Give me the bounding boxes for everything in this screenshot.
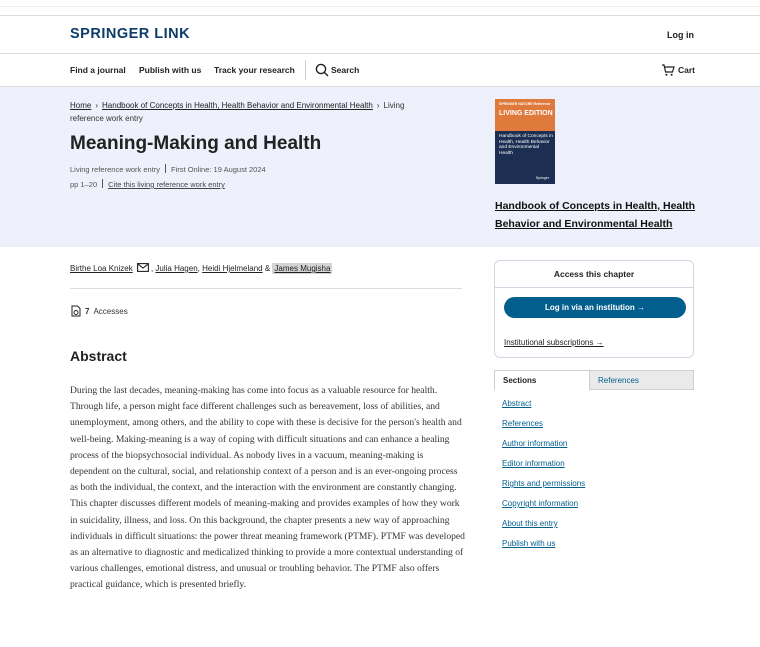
author-link[interactable]: Julia Hagen bbox=[155, 264, 198, 273]
author-link[interactable]: Birthe Loa Knizek bbox=[70, 264, 133, 273]
section-link-abstract[interactable]: Abstract bbox=[502, 399, 532, 408]
nav-search[interactable]: Search bbox=[331, 65, 360, 75]
first-online-date: First Online: 19 August 2024 bbox=[171, 165, 266, 174]
accesses-count: 7 bbox=[85, 307, 90, 316]
author-list bbox=[70, 263, 332, 273]
section-link-publish[interactable]: Publish with us bbox=[502, 539, 556, 548]
springer-link-logo[interactable]: SPRINGER LINK bbox=[70, 26, 191, 42]
tab-references[interactable]: References bbox=[589, 370, 694, 390]
section-link-editor-info[interactable]: Editor information bbox=[502, 459, 565, 468]
accesses-label: Accesses bbox=[93, 307, 128, 316]
accesses-metric bbox=[70, 305, 128, 317]
meta-divider bbox=[102, 179, 103, 188]
article-meta bbox=[70, 164, 266, 174]
nav-find-journal[interactable]: Find a journal bbox=[70, 65, 126, 75]
book-cover-edition: LIVING EDITION bbox=[499, 110, 553, 117]
breadcrumb-separator: › bbox=[95, 101, 99, 110]
author-link-highlighted[interactable]: James Mugisha bbox=[274, 264, 331, 273]
meta-divider bbox=[165, 164, 166, 173]
section-link-rights[interactable]: Rights and permissions bbox=[502, 479, 586, 488]
section-tabs bbox=[494, 370, 694, 390]
breadcrumb-home[interactable]: Home bbox=[70, 101, 92, 110]
nav-cart[interactable]: Cart bbox=[678, 65, 696, 75]
section-link-author-info[interactable]: Author information bbox=[502, 439, 568, 448]
author-separator: , bbox=[150, 264, 154, 273]
author-separator: , bbox=[197, 264, 200, 273]
section-link-references[interactable]: References bbox=[502, 419, 543, 428]
cart-icon[interactable] bbox=[661, 63, 675, 77]
login-link[interactable]: Log in bbox=[667, 30, 694, 40]
document-download-icon bbox=[70, 305, 82, 317]
author-link[interactable]: Heidi Hjelmeland bbox=[202, 264, 263, 273]
author-ampersand: & bbox=[264, 264, 271, 273]
breadcrumb bbox=[70, 99, 440, 125]
abstract-text: During the last decades, meaning-making has come into focus as a valuable resource for health. Through life, a person might face different challenges such as bereavement, loss of abilities, and unemployment, among others, and the ability to cope with these is decisive for the person's health and well-being. Making-meaning is a way of coping with difficult situations and can enhance a healing process of the biopsychosocial individual. As nobody lives in a vacuum, meaning-making is dependent on the cultural, social, and relationship context of a person and is an ever-ongoing process as both the individual, the context, and the interaction with the environment are constantly changing. This chapter discusses different models of meaning-making and provides examples of how they work in suicidality, illness, and loss. On this background, the chapter presents a new way of approaching individuals in difficult situations: the power threat meaning framework (PTMF). PTMF was developed as an alternative to diagnostic and medicalized thinking to provide a more contextual understanding of various challenges, emotional distress, and unusual or troubling behavior. The PTMF also offers practical guidance, which is presented briefly. bbox=[70, 385, 465, 591]
tab-sections[interactable]: Sections bbox=[494, 370, 589, 390]
section-nav-list bbox=[502, 399, 585, 559]
article-type: Living reference work entry bbox=[70, 165, 161, 174]
access-title: Access this chapter bbox=[553, 269, 635, 279]
abstract-heading: Abstract bbox=[70, 348, 127, 364]
nav-divider bbox=[305, 60, 306, 80]
breadcrumb-separator: › bbox=[376, 101, 380, 110]
top-strip bbox=[0, 0, 760, 16]
book-cover-publisher: Springer bbox=[535, 176, 549, 180]
book-cover-label: SPRINGER NATURE Reference bbox=[499, 102, 551, 106]
article-pages-meta bbox=[70, 179, 225, 189]
article-hero bbox=[0, 87, 760, 247]
institution-login-button[interactable]: Log in via an institution → bbox=[504, 297, 686, 318]
main-nav bbox=[0, 54, 760, 87]
nav-publish[interactable]: Publish with us bbox=[139, 65, 202, 75]
breadcrumb-current: Living reference work entry bbox=[70, 101, 405, 123]
page-range: pp 1–20 bbox=[70, 180, 98, 189]
book-title-link[interactable]: Handbook of Concepts in Health, Health Behavior and Environmental Health bbox=[495, 200, 696, 230]
page-title: Meaning-Making and Health bbox=[70, 133, 322, 154]
nav-track-research[interactable]: Track your research bbox=[214, 65, 295, 75]
mail-icon[interactable] bbox=[137, 263, 149, 272]
search-icon[interactable] bbox=[315, 63, 329, 77]
institutional-subscriptions-link[interactable]: Institutional subscriptions → bbox=[504, 338, 604, 347]
book-cover-title: Handbook of Concepts in Health, Health Behavior and Environmental Health bbox=[499, 134, 553, 156]
brand-header bbox=[0, 16, 760, 54]
book-cover[interactable] bbox=[495, 99, 555, 184]
breadcrumb-handbook[interactable]: Handbook of Concepts in Health, Health Behavior and Environmental Health bbox=[102, 101, 373, 110]
section-link-about-entry[interactable]: About this entry bbox=[502, 519, 558, 528]
section-link-copyright[interactable]: Copyright information bbox=[502, 499, 579, 508]
access-card bbox=[494, 260, 694, 358]
top-strip-line bbox=[0, 6, 760, 7]
author-divider bbox=[70, 288, 462, 289]
access-divider bbox=[495, 287, 693, 288]
cite-link[interactable]: Cite this living reference work entry bbox=[108, 180, 225, 189]
